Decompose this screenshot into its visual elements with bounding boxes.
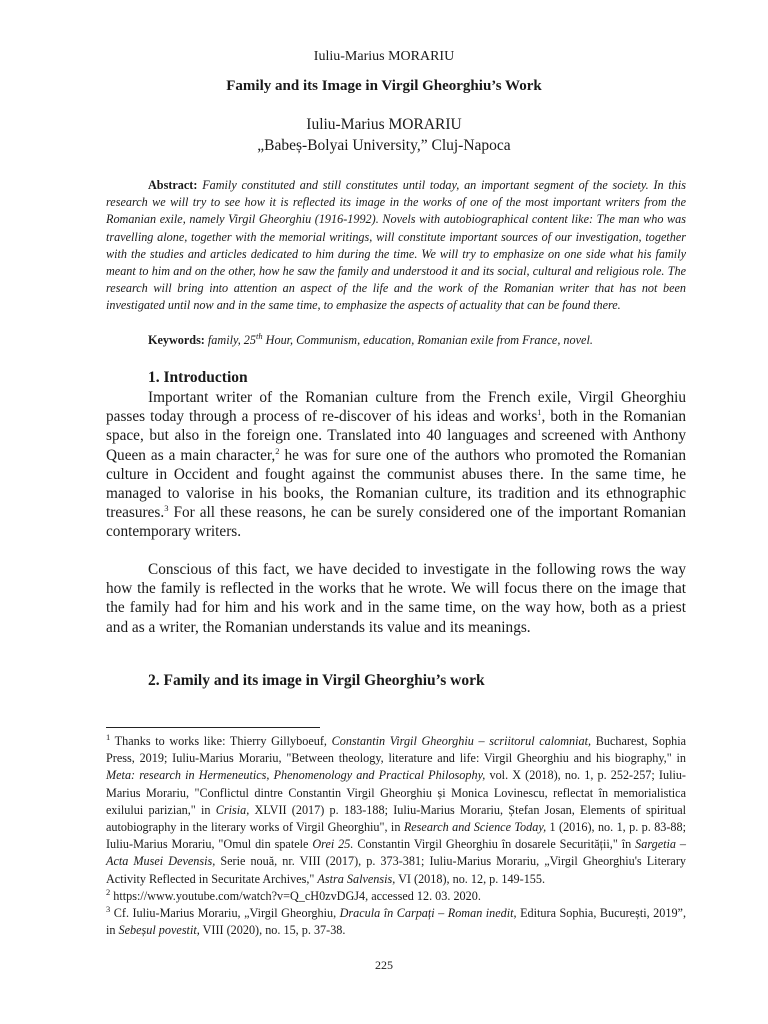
footnote-3: $^3$ Cf. Iuliu-Marius Morariu, „Virgil Gheorghiu, Dracula în Carpați – Roman inedit, Editura Sophia, București, 2019”, in Sebeșul povestit, VIII (2020), no. 15, p. 37-38. bbox=[106, 903, 686, 938]
footnote-ref-2[interactable]: 2 bbox=[275, 445, 280, 456]
keywords bbox=[148, 330, 688, 348]
keywords-label: Keywords: bbox=[148, 333, 205, 347]
author-affiliation: „Babeș-Bolyai University,” Cluj-Napoca bbox=[257, 137, 511, 154]
footnote-separator bbox=[106, 727, 320, 728]
section-heading-family: 2. Family and its image in Virgil Gheorghiu’s work bbox=[148, 672, 485, 689]
body-paragraph-2: Conscious of this fact, we have decided to investigate in the following rows the way how the family is reflected in the works that he wrote. We will focus there on the image that the family had for him and his work and in the same time, on the way how, both as a priest and as a writer, the Romanian understands its value and its meanings. bbox=[106, 561, 686, 636]
abstract-label: Abstract: bbox=[148, 178, 198, 192]
section-heading-introduction: 1. Introduction bbox=[148, 369, 248, 386]
body-paragraph-1: Important writer of the Romanian culture from the French exile, Virgil Gheorghiu passes today through a process of re-discover of his ideas and works$^1$, both in the Romanian space, but also in the foreign one. Translated into 40 languages and screened with Anthony Queen as a main character,$^2$ he was for sure one of the authors who promoted the Romanian culture in Occident and fought against the communist abuses there. In the same time, he managed to valorise in his books, the Romanian culture, its tradition and its ethnographic treasures.$^3$ For all these reasons, he can be surely considered one of the important Romanian contemporary writers. bbox=[106, 389, 687, 541]
footnote-2-link[interactable]: https://www.youtube.com/watch?v=Q_cH0zvDGJ4, accessed 12. 03. 2020. bbox=[110, 888, 481, 903]
page-number: 225 bbox=[375, 958, 393, 972]
abstract bbox=[106, 177, 686, 315]
footnote-1: $^1$ Thanks to works like: Thierry Gillyboeuf, Constantin Virgil Gheorghiu – scriitorul calomniat, Bucharest, Sophia Press, 2019; Iuliu-Marius Morariu, "Between theology, literature and life: Virgil Gheorghiu and his biography," in Meta: research in Hermeneutics, Phenomenology and Practical Philosophy, vol. X (2018), no. 1, p. 252-257; Iuliu-Marius Morariu, "Conflictul dintre Constantin Virgil Gheorghiu și Monica Lovinescu, reflectat în memorialistica exilului parizian," in Crisia, XLVII (2017) p. 183-188; Iuliu-Marius Morariu, Ștefan Josan, Elements of spiritual autobiography in the literary works of Virgil Gheorghiu", in Research and Science Today, 1 (2016), no. 1, p. p. 83-88; Iuliu-Marius Morariu, "Omul din spatele Orei 25. Constantin Virgil Gheorghiu în dosarele Securității," în Sargetia – Acta Musei Devensis, Serie nouă, nr. VIII (2017), p. 373-381; Iuliu-Marius Morariu, „Virgil Gheorghiu's Literary Activity Reflected in Securitate Archives," Astra Salvensis, VI (2018), no. 12, p. 149-155. bbox=[106, 731, 687, 886]
article-title: Family and its Image in Virgil Gheorghiu’s Work bbox=[226, 78, 542, 94]
keywords-text: family, 25th Hour, Communism, education, Romanian exile from France, novel. bbox=[207, 330, 593, 347]
footnotes bbox=[106, 733, 686, 939]
footnote-2: $^2$ https://www.youtube.com/watch?v=Q_cH0zvDGJ4, accessed 12. 03. 2020. bbox=[106, 886, 481, 903]
abstract-text: Family constituted and still constitutes until today, an important segment of the society. In this research we will try to see how it is reflected its image in the works of one of the most important writers from the Romanian exile, namely Virgil Gheorghiu (1916-1992). Novels with autobiographical content like: The man who was travelling alone, together with the memorial writings, will constitute important sources of our investigation, together with the studies and articles dedicated to him during the time. We will try to emphasize on one side what his family meant to him and on the other, how he saw the family and understood it and its social, cultural and religious role. The research will bring into attention an aspect of the life and the work of the Romanian writer that has not been investigated until now and in the same time, to emphasize the aspects of actuality that can be found there. bbox=[106, 178, 687, 313]
footnote-ref-3[interactable]: 3 bbox=[164, 503, 169, 514]
author-name: Iuliu-Marius MORARIU bbox=[306, 116, 462, 133]
running-head: Iuliu-Marius MORARIU bbox=[313, 49, 455, 64]
footnote-ref-1[interactable]: 1 bbox=[537, 407, 542, 418]
